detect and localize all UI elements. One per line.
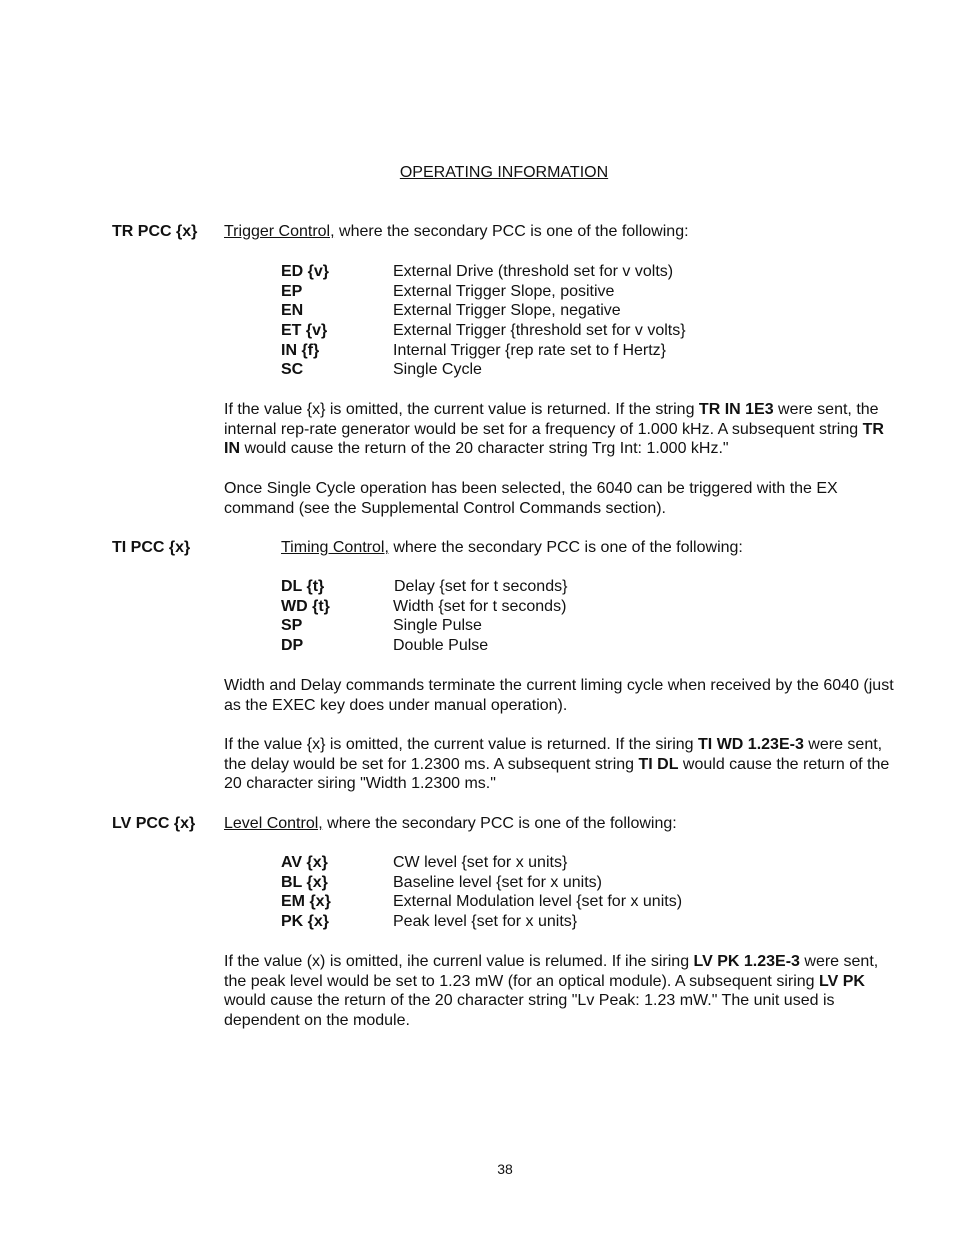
text: were sent, the internal rep-rate generator would be set for a frequency of 1.000 kHz. A subsequent string: [224, 401, 879, 438]
heading-label: Trigger Control,: [224, 223, 335, 240]
trigger-paragraph-1: [224, 400, 904, 459]
text: If the value {x} is omitted, the current value is returned. If the string: [224, 401, 699, 418]
option-code: PK {x}: [281, 913, 330, 931]
option-desc: External Drive (threshold set for v volts): [393, 263, 674, 280]
text: would cause the return of the 20 character string Trg Int: 1.000 kHz.": [240, 440, 729, 458]
option-desc: CW level {set for x units}: [393, 854, 568, 871]
option-desc: Baseline level {set for x units): [393, 873, 602, 891]
option-row: [281, 892, 781, 912]
option-code: EN: [281, 302, 304, 320]
option-code: WD {t}: [281, 597, 330, 615]
option-desc: Single Cycle: [393, 361, 482, 379]
option-row: [281, 360, 781, 380]
option-desc: Peak level {set for x units}: [393, 913, 578, 931]
heading-label: Timing Control,: [281, 539, 389, 556]
heading-rest: where the secondary PCC is one of the following:: [388, 539, 743, 556]
text: were sent, the delay would be set for 1.2300 ms. A subsequent string: [224, 736, 883, 773]
option-code: ED {v}: [281, 263, 330, 280]
option-desc: Internal Trigger {rep rate set to f Hertz}: [393, 341, 667, 359]
level-control-heading: [224, 814, 677, 834]
option-desc: External Modulation level {set for x units): [393, 893, 683, 911]
timing-control-heading: [281, 538, 743, 558]
option-code: SC: [281, 361, 304, 379]
option-code: EP: [281, 282, 303, 300]
heading-rest: where the secondary PCC is one of the following:: [322, 815, 677, 832]
text: If the value {x} is omitted, the current value is returned. If the siring: [224, 736, 699, 753]
heading-rest: where the secondary PCC is one of the following:: [334, 223, 689, 240]
command-lv-pcc: LV PCC {x}: [112, 815, 196, 832]
example-command: LV PK 1.23E-3: [693, 953, 800, 970]
text: were sent, the peak level would be set to 1.23 mW (for an optical module). A subsequent siring: [224, 953, 879, 990]
option-row: [281, 282, 781, 302]
option-row: [281, 577, 781, 597]
option-code: ET {v}: [281, 322, 328, 340]
option-row: [281, 873, 781, 893]
example-command: LV PK: [819, 972, 865, 990]
command-tr-pcc: TR PCC {x}: [112, 223, 198, 240]
option-row: [281, 853, 781, 873]
timing-paragraph-1: Width and Delay commands terminate the current liming cycle when received by the 6040 (just as the EXEC key does under manual operation).: [224, 677, 894, 714]
option-row: [281, 912, 781, 932]
level-options-list: [281, 853, 781, 932]
option-code: DL {t}: [281, 578, 325, 595]
option-code: EM {x}: [281, 893, 331, 911]
example-command: TR IN 1E3: [698, 401, 774, 418]
timing-paragraph-2: [224, 735, 904, 794]
option-row: [281, 341, 781, 361]
example-command: TI DL: [638, 755, 679, 773]
option-desc: Single Pulse: [393, 617, 482, 635]
trigger-paragraph-2: Once Single Cycle operation has been selected, the 6040 can be triggered with the EX command (see the Supplemental Control Commands section).: [224, 480, 838, 517]
heading-label: Level Control,: [224, 815, 323, 832]
command-ti-pcc: TI PCC {x}: [112, 539, 191, 556]
option-code: IN {f}: [281, 341, 320, 359]
option-row: [281, 597, 781, 617]
trigger-control-heading: [224, 222, 689, 242]
option-desc: External Trigger {threshold set for v volts}: [393, 322, 686, 340]
option-code: BL {x}: [281, 873, 328, 891]
text: would cause the return of the 20 character string "Lv Peak: 1.23 mW." The unit used is dependent on the module.: [224, 992, 835, 1030]
text: would cause the return of the 20 character siring "Width 1.2300 ms.": [224, 755, 890, 793]
option-desc: Delay {set for t seconds}: [394, 578, 568, 595]
level-paragraph-1: [224, 952, 904, 1031]
option-desc: Double Pulse: [393, 637, 489, 655]
option-row: [281, 321, 781, 341]
option-row: [281, 636, 781, 656]
text: If the value (x) is omitted, ihe currenl value is relumed. If ihe siring: [224, 953, 694, 970]
trigger-options-list: [281, 262, 781, 380]
example-command: TR IN: [224, 420, 884, 458]
option-desc: Width {set for t seconds): [393, 597, 567, 615]
option-row: [281, 262, 781, 282]
option-desc: External Trigger Slope, positive: [393, 282, 615, 300]
option-row: [281, 301, 781, 321]
example-command: TI WD 1.23E-3: [698, 736, 804, 753]
option-code: DP: [281, 637, 304, 655]
option-code: AV {x}: [281, 854, 328, 871]
option-desc: External Trigger Slope, negative: [393, 302, 621, 320]
page-title: OPERATING INFORMATION: [399, 164, 609, 181]
option-code: SP: [281, 617, 303, 635]
page-number: 38: [497, 1161, 513, 1177]
timing-options-list: [281, 577, 781, 656]
option-row: [281, 616, 781, 636]
